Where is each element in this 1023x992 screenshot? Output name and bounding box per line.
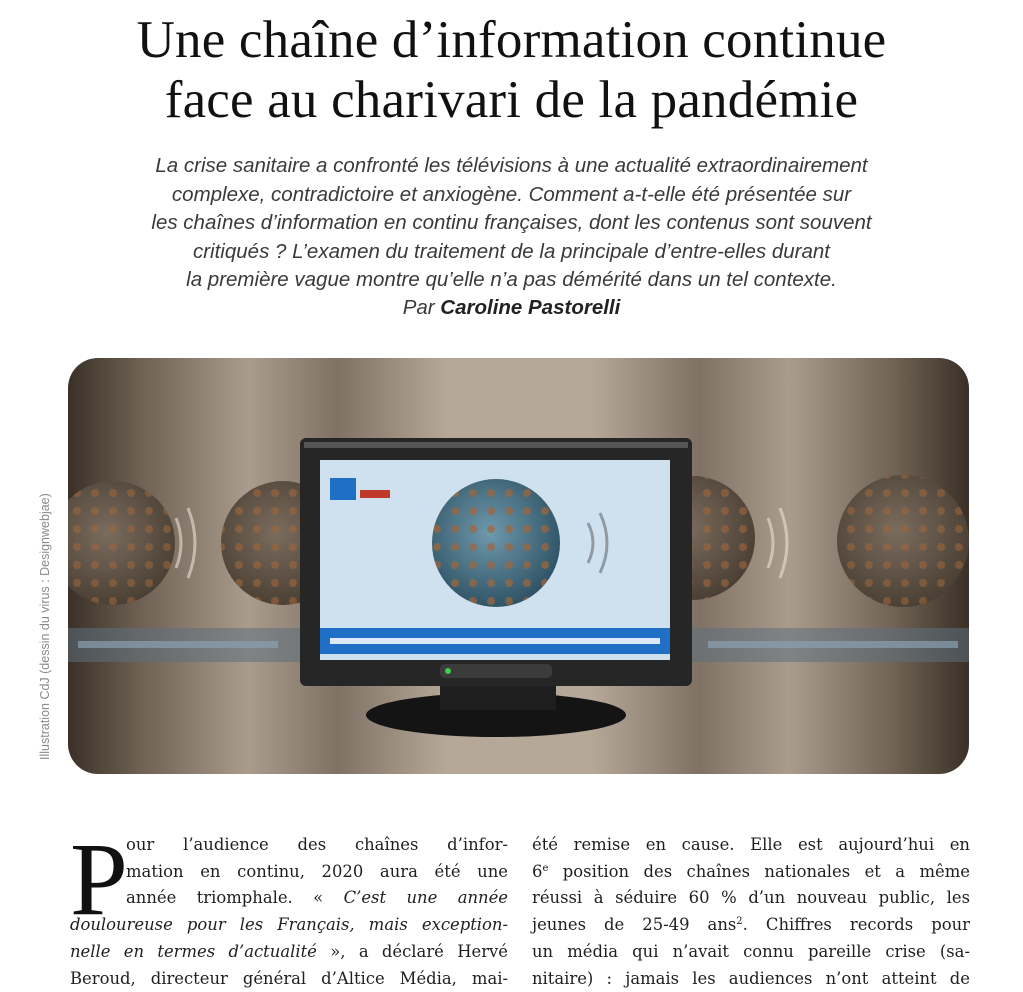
body-line: jeunes de 25-49 ans$^2$. Chiffres records pour: [532, 915, 970, 935]
drop-cap: P: [70, 822, 128, 937]
illustration: [68, 358, 969, 774]
body-line: été remise en cause. Elle est aujourd’hui en: [532, 835, 970, 854]
illustration-credit: Illustration CdJ (dessin du virus : Designwebjae): [38, 493, 52, 760]
lead-line: la première vague montre qu’elle n’a pas démérité dans un tel contexte.: [186, 268, 837, 291]
title-line-1: Une chaîne d’information continue: [136, 11, 887, 69]
ticker-bg-left: [78, 641, 278, 648]
body-line: réussi à séduire 60 % d’un nouveau public, les: [532, 888, 970, 908]
body-line: 6e position des chaînes nationales et a même: [532, 861, 970, 881]
virus-dim-right-2: [837, 475, 969, 607]
byline: [0, 294, 1023, 322]
body-line: nitaire) : jamais les audiences n’ont atteint de: [532, 968, 970, 988]
body-column-1: [70, 822, 508, 992]
article-lead: [60, 152, 963, 295]
title-line-2: face au charivari de la pandémie: [164, 71, 859, 129]
lead-line: critiqués ? L’examen du traitement de la principale d’entre-elles durant: [192, 239, 830, 263]
lead-line: les chaînes d’information en continu françaises, dont les contenus sont souvent: [151, 211, 872, 234]
body-column-2: [532, 832, 970, 992]
byline-prefix: Par: [402, 296, 441, 319]
lead-line: complexe, contradictoire et anxiogène. Comment a-t-elle été présentée sur: [171, 182, 852, 206]
body-line: mation en continu, 2020 aura été une: [126, 861, 508, 881]
body-line: nelle en termes d’actualité », a déclaré Hervé: [70, 941, 508, 961]
body-line: un média qui n’avait connu pareille crise (sa-: [532, 941, 970, 961]
lead-line: La crise sanitaire a confronté les télévisions à une actualité extraordinairement: [155, 154, 868, 177]
article-title: [0, 10, 1023, 130]
body-line: douloureuse pour les Français, mais exception-: [70, 915, 508, 935]
body-line: année triomphale. « C’est une année: [126, 888, 508, 908]
author-name: Caroline Pastorelli: [440, 296, 621, 319]
body-line: our l’audience des chaînes d’infor-: [126, 835, 508, 854]
body-line: Beroud, directeur général d’Altice Média, mai-: [70, 968, 508, 988]
